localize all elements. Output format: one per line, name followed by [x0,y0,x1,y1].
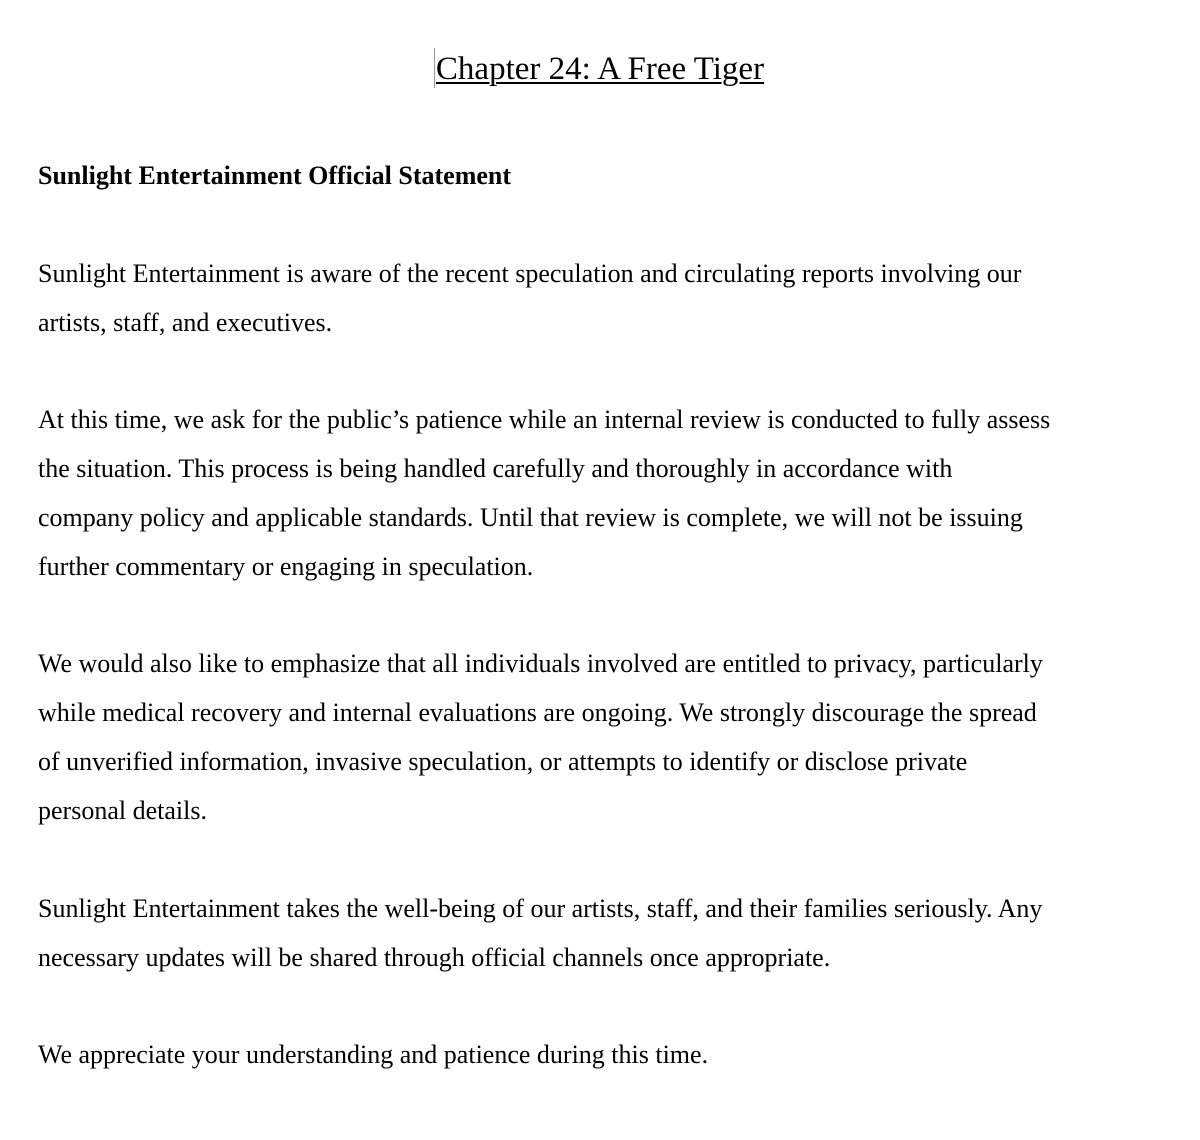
paragraph-line: company policy and applicable standards. Until that review is complete, we will not be issuing [38,503,1023,532]
paragraph-line: artists, staff, and executives. [38,308,333,337]
paragraph-line: Sunlight Entertainment takes the well-being of our artists, staff, and their families seriously. Any [38,894,1043,923]
paragraph-line: of unverified information, invasive speculation, or attempts to identify or disclose private [38,747,968,776]
paragraph-line: while medical recovery and internal evaluations are ongoing. We strongly discourage the spread [38,698,1037,727]
paragraph-line: At this time, we ask for the public’s patience while an internal review is conducted to fully assess [38,405,1051,434]
chapter-title[interactable] [436,48,764,90]
chapter-title-text: Chapter 24: A Free Tiger [435,51,765,87]
paragraph-3[interactable] [38,639,1158,835]
paragraph-4[interactable] [38,884,1158,982]
paragraph-1[interactable] [38,249,1158,347]
text-cursor [434,48,435,88]
paragraph-5[interactable] [38,1030,1158,1079]
title-container [0,48,1200,90]
statement-heading[interactable]: Sunlight Entertainment Official Statement [38,161,512,190]
paragraph-2[interactable] [38,395,1158,591]
paragraph-line: Sunlight Entertainment is aware of the recent speculation and circulating reports involving our [38,259,1022,288]
paragraph-line: We appreciate your understanding and patience during this time. [38,1040,709,1069]
paragraph-line: personal details. [38,796,207,825]
paragraph-line: necessary updates will be shared through official channels once appropriate. [38,943,831,972]
paragraph-line: We would also like to emphasize that all individuals involved are entitled to privacy, particularly [38,649,1043,678]
paragraph-line: further commentary or engaging in speculation. [38,552,534,581]
paragraph-line: the situation. This process is being handled carefully and thoroughly in accordance with [38,454,953,483]
